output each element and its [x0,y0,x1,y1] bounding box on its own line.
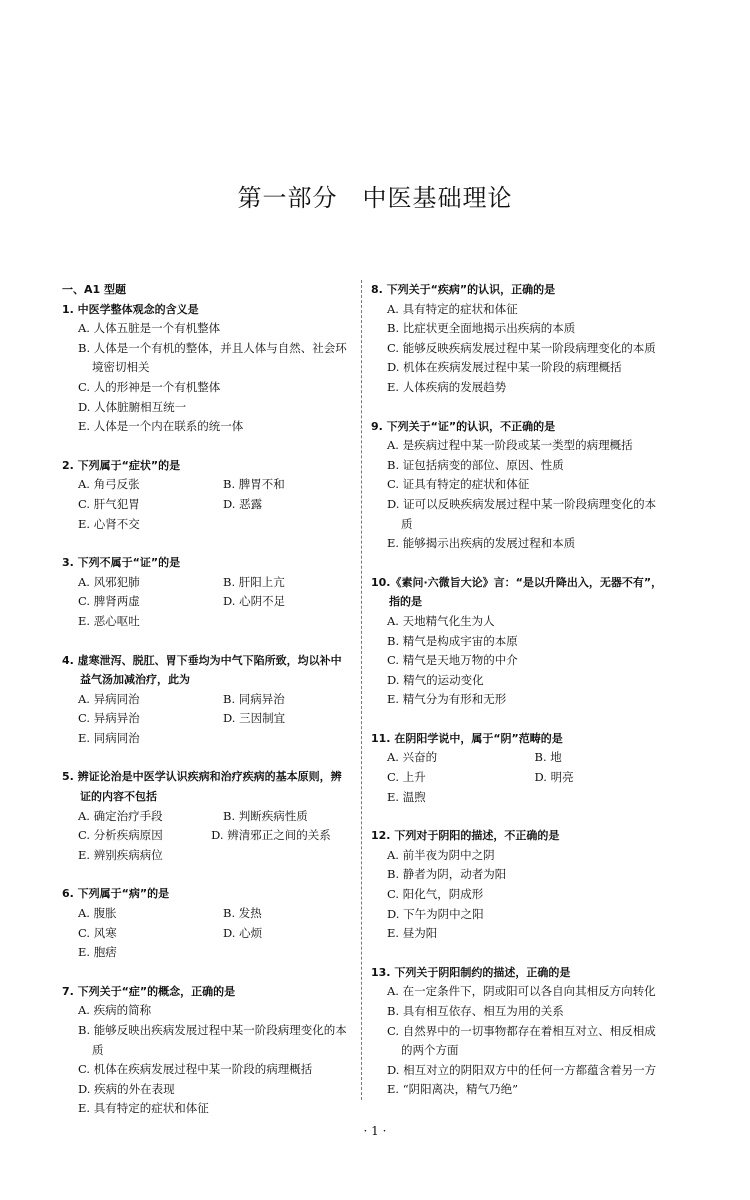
option: A. 确定治疗手段 [78,808,163,823]
option: C. 脾肾两虚 [78,594,140,609]
option: B. 证包括病变的部位、原因、性质 [387,457,564,472]
question-stem: 2. 下列属于“症状”的是 [62,458,181,472]
question-9 [371,417,666,554]
question-4 [62,651,352,749]
right-column [371,280,666,1119]
option: E. “阴阳离决，精气乃绝” [387,1082,518,1097]
option: B. 比症状更全面地揭示出疾病的本质 [387,321,576,336]
section-heading: 一、A1 型题 [62,283,126,296]
question-2 [62,456,352,534]
option: A. 是疾病过程中某一阶段或某一类型的病理概括 [387,438,633,453]
option: C. 阳化气，阴成形 [387,887,484,902]
option: B. 肝阳上亢 [223,574,285,589]
option: D. 心阴不足 [223,594,286,609]
option: B. 判断疾病性质 [223,808,308,823]
option: E. 同病同治 [78,730,140,745]
question-stem: 10.《素问·六微旨大论》言：“是以升降出入，无器不有”，指的是 [371,575,663,609]
option: D. 精气的运动变化 [387,672,484,687]
option: D. 明亮 [534,770,574,785]
question-7 [62,982,352,1119]
option: D. 人体脏腑相互统一 [78,399,187,414]
option: C. 异病异治 [78,711,140,726]
question-stem: 9. 下列关于“证”的认识，不正确的是 [371,419,556,433]
question-stem: 12. 下列对于阴阳的描述，不正确的是 [371,829,560,843]
question-stem: 11. 在阴阳学说中，属于“阴”范畴的是 [371,731,563,745]
option: A. 疾病的简称 [78,1003,152,1018]
option: D. 下午为阴中之阳 [387,906,484,921]
option: E. 恶心呕吐 [78,613,140,628]
question-10 [371,573,666,710]
option: A. 角弓反张 [78,477,140,492]
option: C. 证具有特定的症状和体征 [387,477,530,492]
option: A. 前半夜为阴中之阴 [387,847,495,862]
question-stem: 4. 虚寒泄泻、脱肛、胃下垂均为中气下陷所致，均以补中益气汤加减治疗，此为 [62,653,342,687]
question-13 [371,963,666,1100]
page-number: · 1 · [363,1124,387,1138]
option: B. 同病异治 [223,691,285,706]
option: B. 能够反映出疾病发展过程中某一阶段病理变化的本质 [78,1023,347,1057]
option: C. 上升 [387,770,426,785]
question-stem: 8. 下列关于“疾病”的认识，正确的是 [371,283,556,296]
option: A. 人体五脏是一个有机整体 [78,321,221,336]
option: C. 自然界中的一切事物都存在着相互对立、相反相成的两个方面 [387,1023,656,1058]
option: A. 兴奋的 [387,750,438,765]
question-stem: 1. 中医学整体观念的含义是 [62,302,199,316]
question-stem: 5. 辨证论治是中医学认识疾病和治疗疾病的基本原则，辨证的内容不包括 [62,770,342,804]
question-3 [62,553,352,631]
option: E. 具有特定的症状和体征 [78,1101,209,1116]
question-stem: 7. 下列关于“症”的概念，正确的是 [62,984,236,998]
option: C. 精气是天地万物的中介 [387,653,518,668]
option: E. 人体是一个内在联系的统一体 [78,419,244,434]
option: B. 脾胃不和 [223,477,285,492]
option: E. 温煦 [387,789,426,804]
option: A. 天地精气化生为人 [387,613,495,628]
option: B. 人体是一个有机的整体，并且人体与自然、社会环境密切相关 [78,340,347,375]
option: D. 证可以反映疾病发展过程中某一阶段病理变化的本质 [387,496,657,531]
option: E. 辨别疾病病位 [78,847,163,862]
option: C. 肝气犯胃 [78,496,140,511]
option: E. 精气分为有形和无形 [387,692,507,707]
option: C. 机体在疾病发展过程中某一阶段的病理概括 [78,1062,313,1077]
option: E. 昼为阳 [387,926,438,941]
option: C. 分析疾病原因 [78,828,163,843]
option: D. 辨清邪正之间的关系 [211,828,331,843]
option: B. 发热 [223,906,262,921]
option: C. 风寒 [78,925,117,940]
option: A. 具有特定的症状和体征 [387,301,518,316]
question-5 [62,767,352,865]
option: D. 恶露 [223,496,263,511]
question-8 [371,280,666,398]
question-stem: 3. 下列不属于“证”的是 [62,556,181,570]
option: E. 人体疾病的发展趋势 [387,379,507,394]
left-column [62,280,352,1138]
option: A. 风邪犯肺 [78,574,140,589]
option: A. 腹胀 [78,906,117,921]
question-1 [62,300,352,437]
option: D. 疾病的外在表现 [78,1081,175,1096]
option: C. 人的形神是一个有机整体 [78,379,221,394]
option: D. 心烦 [223,925,263,940]
column-divider [361,280,362,1100]
option: D. 相互对立的阴阳双方中的任何一方都蕴含着另一方 [387,1062,657,1077]
option: B. 地 [534,750,562,765]
option: B. 具有相互依存、相互为用的关系 [387,1004,564,1018]
option: B. 静者为阴，动者为阳 [387,867,507,882]
option: A. 异病同治 [78,691,140,706]
question-6 [62,884,352,962]
option: C. 能够反映疾病发展过程中某一阶段病理变化的本质 [387,340,656,355]
option: E. 能够揭示出疾病的发展过程和本质 [387,536,576,551]
page-title: 第一部分 中医基础理论 [237,184,513,212]
option: E. 心肾不交 [78,516,140,531]
option: D. 三因制宜 [223,711,286,726]
option: B. 精气是构成宇宙的本原 [387,633,518,648]
question-stem: 6. 下列属于“病”的是 [62,887,170,901]
option: D. 机体在疾病发展过程中某一阶段的病理概括 [387,360,622,375]
question-stem: 13. 下列关于阴阳制约的描述，正确的是 [371,965,571,979]
option: A. 在一定条件下，阴或阳可以各自向其相反方向转化 [387,984,656,999]
question-12 [371,826,666,944]
question-11 [371,729,666,807]
option: E. 胞痞 [78,945,117,960]
